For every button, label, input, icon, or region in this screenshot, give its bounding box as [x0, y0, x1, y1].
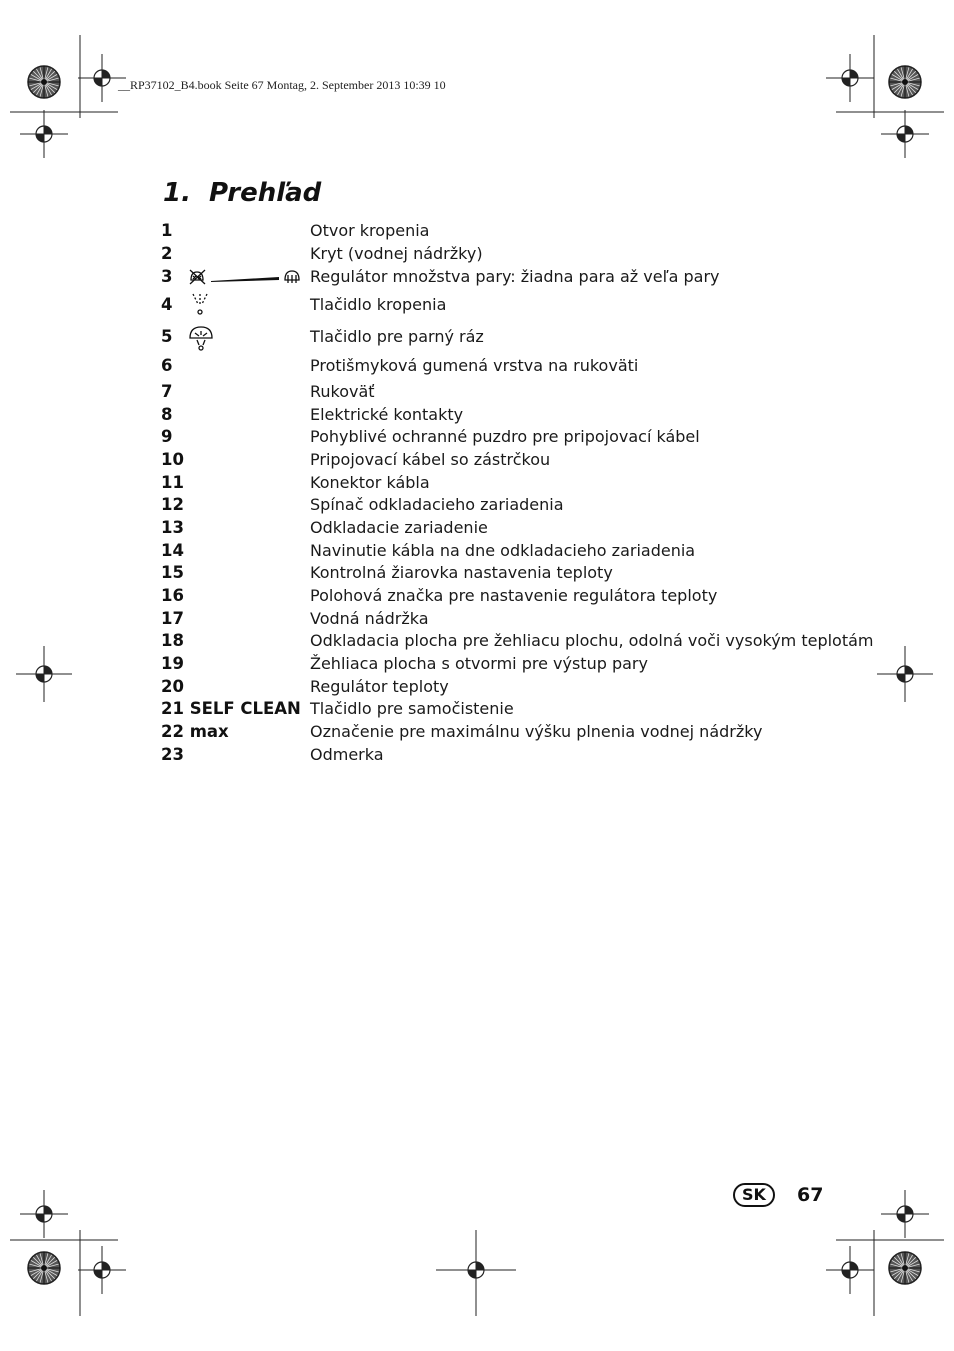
item-description: Spínač odkladacieho zariadenia: [310, 495, 564, 514]
item-description: Otvor kropenia: [310, 221, 430, 240]
item-description: Kontrolná žiarovka nastavenia teploty: [310, 563, 613, 582]
item-description: Rukoväť: [310, 382, 375, 401]
item-description: Pohyblivé ochranné puzdro pre pripojovací kábel: [310, 427, 700, 446]
language-badge: SK: [733, 1183, 775, 1207]
item-number: 7: [161, 382, 173, 401]
crosshair-mark-icon: [877, 646, 933, 702]
item-description: Tlačidlo kropenia: [310, 295, 447, 314]
item-description: Kryt (vodnej nádržky): [310, 244, 483, 263]
item-description: Protišmyková gumená vrstva na rukoväti: [310, 356, 639, 375]
crosshair-mark-icon: [16, 646, 72, 702]
item-description: Žehliaca plocha s otvormi pre výstup pary: [310, 654, 648, 673]
book-file-info: __RP37102_B4.book Seite 67 Montag, 2. September 2013 10:39 10: [118, 78, 446, 92]
item-number: 5: [161, 327, 173, 346]
item-number: 9: [161, 427, 173, 446]
item-description: Vodná nádržka: [310, 609, 429, 628]
item-number: 23: [161, 745, 184, 764]
item-number: 19: [161, 654, 184, 673]
page-number: 67: [797, 1184, 824, 1206]
item-number: 3: [161, 267, 173, 286]
item-number: 16: [161, 586, 184, 605]
crosshair-mark-icon: [20, 1190, 68, 1238]
item-description: Polohová značka pre nastavenie regulátora teploty: [310, 586, 718, 605]
section-number: 1.: [163, 178, 191, 208]
color-target-icon: [889, 1252, 921, 1284]
crosshair-mark-icon: [20, 110, 68, 158]
color-target-icon: [889, 66, 921, 98]
item-description: Odkladacia plocha pre žehliacu plochu, odolná voči vysokým teplotám: [310, 631, 874, 650]
item-description: Odkladacie zariadenie: [310, 518, 488, 537]
crosshair-mark-icon: [78, 54, 126, 102]
item-number: 10: [161, 450, 184, 469]
item-number: 2: [161, 244, 173, 263]
item-number: 14: [161, 541, 184, 560]
item-number: 13: [161, 518, 184, 537]
color-target-icon: [28, 66, 60, 98]
item-number: 17: [161, 609, 184, 628]
item-number: 6: [161, 356, 173, 375]
color-target-icon: [28, 1252, 60, 1284]
item-description: Odmerka: [310, 745, 384, 764]
item-description: Označenie pre maximálnu výšku plnenia vodnej nádržky: [310, 722, 763, 741]
item-number: 12: [161, 495, 184, 514]
item-description: Regulátor množstva pary: žiadna para až veľa pary: [310, 267, 720, 286]
item-number: 11: [161, 473, 184, 492]
item-number: 15: [161, 563, 184, 582]
item-description: Konektor kábla: [310, 473, 430, 492]
crosshair-mark-icon: [436, 1230, 516, 1310]
item-number: 18: [161, 631, 184, 650]
item-description: Elektrické kontakty: [310, 405, 464, 424]
item-description: Pripojovací kábel so zástrčkou: [310, 450, 551, 469]
section-title-text: Prehľad: [209, 178, 322, 208]
crosshair-mark-icon: [881, 1190, 929, 1238]
item-number: 1: [161, 221, 173, 240]
item-description: Tlačidlo pre parný ráz: [310, 327, 484, 346]
item-description: Tlačidlo pre samočistenie: [310, 699, 514, 718]
crosshair-mark-icon: [826, 54, 874, 102]
item-number: 21 SELF CLEAN: [161, 699, 301, 718]
item-description: Navinutie kábla na dne odkladacieho zariadenia: [310, 541, 696, 560]
item-description: Regulátor teploty: [310, 677, 449, 696]
crosshair-mark-icon: [826, 1246, 874, 1294]
item-number: 4: [161, 295, 173, 314]
crosshair-mark-icon: [78, 1246, 126, 1294]
item-number: 20: [161, 677, 184, 696]
item-number: 8: [161, 405, 173, 424]
item-number: 22 max: [161, 722, 229, 741]
crosshair-mark-icon: [881, 110, 929, 158]
